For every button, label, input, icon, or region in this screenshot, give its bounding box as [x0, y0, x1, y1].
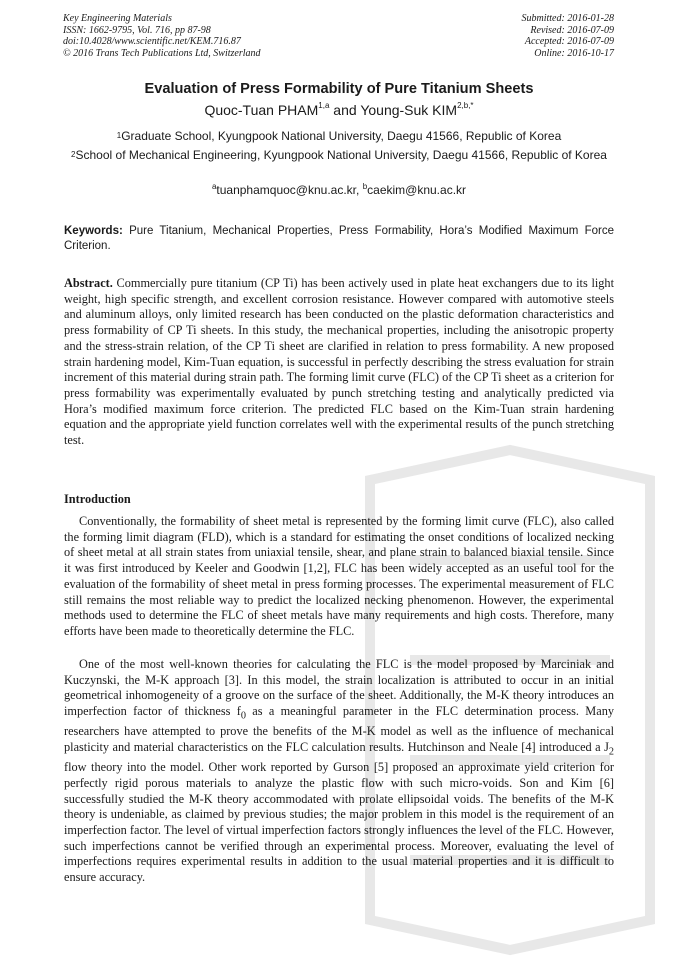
copyright: © 2016 Trans Tech Publications Ltd, Switzerland — [63, 47, 261, 59]
issn: ISSN: 1662-9795, Vol. 716, pp 87-98 — [63, 24, 211, 36]
journal-name: Key Engineering Materials — [63, 13, 172, 24]
revised-date: Revised: 2016-07-09 — [530, 24, 614, 36]
affiliation-2-text: School of Mechanical Engineering, Kyungpook National University, Daegu 41566, Republic of Korea — [75, 148, 607, 162]
online-date: Online: 2016-10-17 — [534, 47, 614, 59]
affiliation-1-text: Graduate School, Kyungpook National University, Daegu 41566, Republic of Korea — [121, 129, 562, 143]
author-conjunction: and — [329, 102, 361, 118]
keywords — [64, 224, 614, 253]
email-a[interactable]: tuanphamquoc@knu.ac.kr, — [216, 183, 363, 197]
publication-dates — [522, 13, 615, 59]
affiliation-1-mark: 1 — [116, 131, 122, 140]
keywords-label: Keywords: — [64, 225, 123, 237]
introduction-heading: Introduction — [64, 492, 131, 506]
doi: doi:10.4028/www.scientific.net/KEM.716.87 — [63, 36, 241, 48]
author-emails — [0, 183, 678, 197]
accepted-date: Accepted: 2016-07-09 — [524, 36, 614, 48]
author-2-affiliation-mark: 2,b,* — [457, 101, 474, 110]
email-a-mark: a — [211, 182, 217, 191]
abstract-label: Abstract. — [64, 276, 113, 290]
paragraph-2-part-a: One of the most well-known theories for calculating the FLC is the model proposed by Marciniak and Kuczynski, the M-K approach [3]. In this model, the strain localization is attributed to occur in an initial geometrical inhomogeneity of a groove on the surface of the sheet. Additionally, the M-K theory introduces an imperfection factor of thickness f — [64, 657, 614, 719]
keywords-text: Pure Titanium, Mechanical Properties, Press Formability, Hora’s Modified Maximum Force Criterion. — [64, 225, 614, 252]
author-2: Young-Suk KIM — [360, 102, 458, 118]
paragraph-2-part-b: as a meaningful parameter in the FLC determination process. Many researchers have attempted to prove the benefits of the M-K model as well as the influence of mechanical plasticity and material characteristics on the FLC calculation results. Hutchinson and Neale [4] introduced a J — [64, 704, 614, 754]
abstract-text: Commercially pure titanium (CP Ti) has been actively used in plate heat exchangers due to its light weight, high specific strength, and excellent corrosion resistance. However compared with automotive steels and aluminum alloys, only limited research has been conducted on the plastic deformation characteristics and press formability of CP Ti sheets. In this study, the mechanical properties, including the anisotropic property and the stress-strain relation, of the CP Ti sheet are clarified in relation to press formability. A new proposed strain hardening model, Kim-Tuan equation, is successful in perfectly describing the stress evaluation for strain increment of this material during strain path. The forming limit curve (FLC) of the CP Ti sheet as a criterion for press formability was experimentally evaluated by punch stretching testing and analytically predicted via Hora’s modified maximum force criterion. The predicted FLC based on the Kim-Tuan strain hardening equation and the appropriate yield function correlates well with the experimental results of the punch stretching test. — [64, 276, 614, 448]
journal-info — [63, 13, 261, 59]
introduction-paragraph-1: Conventionally, the formability of sheet metal is represented by the forming limit curve (FLC), also called the forming limit diagram (FLD), which is a standard for estimating the onset conditions of localized necking of sheet metal at all strain states from uniaxial tensile, shear, and plane strain to balanced biaxial tensile. Since it was first introduced by Keeler and Goodwin [1,2], FLC has been widely accepted as an useful tool for the evaluation of the formability of sheet metal in press forming processes. The experimental measurement of FLC still remains the most reliable way to predict the localized necking phenomenon. However, the experimental methods used to determine the FLC of sheet metals have many requirements and high costs. Therefore, many efforts have been made to theoretically determine the FLC. — [64, 514, 614, 638]
abstract — [64, 276, 614, 449]
author-1-affiliation-mark: 1,a — [318, 101, 330, 110]
email-b-mark: b — [362, 182, 368, 191]
submitted-date: Submitted: 2016-01-28 — [521, 13, 614, 24]
affiliation-2-mark: 2 — [71, 150, 76, 159]
author-line — [0, 102, 678, 118]
subscript-f0: 0 — [240, 710, 246, 722]
affiliation-1 — [64, 127, 614, 146]
author-1: Quoc-Tuan PHAM — [204, 102, 319, 118]
email-b[interactable]: caekim@knu.ac.kr — [367, 183, 467, 197]
introduction-paragraph-2 — [64, 657, 614, 886]
paper-title: Evaluation of Press Formability of Pure Titanium Sheets — [144, 81, 534, 97]
affiliation-2 — [64, 146, 614, 165]
subscript-j2: 2 — [608, 746, 614, 758]
paragraph-2-part-c: flow theory into the model. Other work reported by Gurson [5] proposed an approximate yield criterion for perfectly rigid porous materials to analyze the plastic flow with such micro-voids. Son and Kim [6] successfully studied the M-K theory accommodated with prolate ellipsoidal voids. The benefits of the M-K theory is undeniable, as claimed by previous studies; the major problem in this model is the requirement of an imperfection factor. The level of virtual imperfection factors strongly influences the level of the FLC. However, such imperfections cannot be verified through an experimental process. Moreover, evaluating the level of imperfections requires experimental results in addition to the usual material properties and it is difficult to ensure accuracy. — [64, 760, 614, 885]
